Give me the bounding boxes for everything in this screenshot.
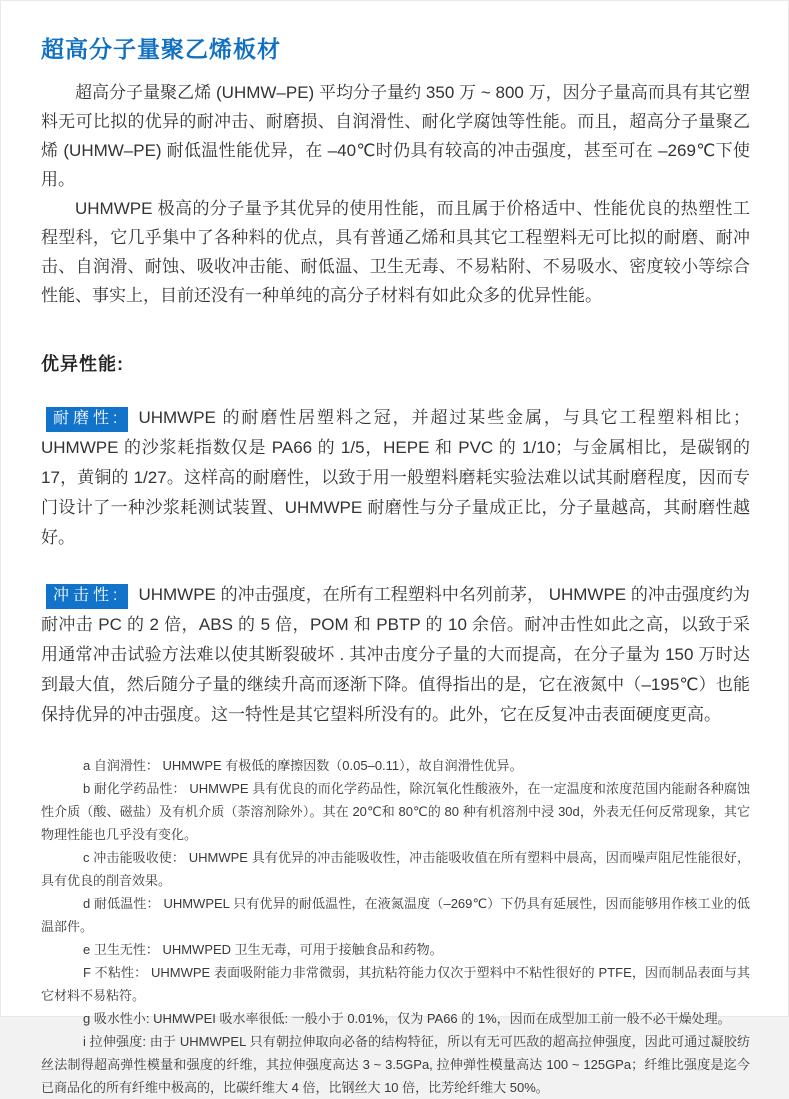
property-notes-list (41, 754, 750, 1099)
note-water-absorption: g 吸水性小: UHMWPEI 吸水率很低: 一般小于 0.01%，仅为 PA66 的 1%，因而在成型加工前一般不必干燥处理。 (83, 1011, 731, 1026)
note-non-toxic: e 卫生无性： UHMWPED 卫生无毒，可用于接触食品和药物。 (83, 942, 443, 957)
impact-resistance-text: UHMWPE 的冲击强度，在所有工程塑料中名列前茅， UHMWPE 的冲击强度约为耐冲击 PC 的 2 倍，ABS 的 5 倍，POM 和 PBTP 的 10 余倍。耐冲击性如此之高，以致于采用通常冲击试验方法难以使其断裂破坏 . 其冲击度分子量的大而提高，在分子量为 150 万时达到最大值，然后随分子量的继续升高而逐渐下降。值得指出的是，它在液氮中（–195℃）也能保持优异的冲击强度。这一特性是其它望料所没有的。此外，它在反复冲击表面硬度更高。 (41, 585, 750, 724)
impact-resistance-label: 冲击性: (46, 584, 128, 609)
note-chemical-resistance: b 耐化学药品性： UHMWPE 具有优良的而化学药品性，除沉氧化性酸液外，在一定温度和浓度范国内能耐各种腐蚀性介质（酸、磁盐）及有机介质（荼溶剂除外）。其在 20℃和 80℃的 80 种有机溶剂中浸 30d，外表无任何反常现象，其它物理性能也几乎没有变化。 (41, 781, 750, 842)
note-non-stick: F 不粘性： UHMWPE 表面吸附能力非常微弱，其抗粘符能力仅次于塑料中不粘性很好的 PTFE，因而制品表面与其它材料不易粘符。 (41, 965, 750, 1003)
note-low-temperature: d 耐低温性： UHMWPEL 只有优异的耐低温性，在液氮温度（–269℃）下仍具有延展性，因而能够用作核工业的低温部件。 (41, 896, 750, 934)
section-heading-properties: 优异性能: (41, 354, 124, 374)
intro-paragraph-2: UHMWPE 极高的分子量予其优异的使用性能，而且属于价格适中、性能优良的热塑性工程型科，它几乎集中了各种料的优点，具有普通乙烯和具其它工程塑料无可比拟的耐磨、耐冲击、自润滑、耐蚀、吸收冲击能、耐低温、卫生无毒、不易粘附、不易吸水、密度较小等综合性能、事实上，目前还没有一种单纯的高分子材料有如此众多的优异性能。 (41, 199, 750, 305)
feature-abrasion-resistance (41, 403, 750, 553)
note-self-lubrication: a 自润滑性： UHMWPE 有极低的摩擦因数（0.05–0.11），故自润滑性优异。 (83, 758, 523, 773)
note-impact-absorption: c 冲击能吸收使： UHMWPE 具有优异的冲击能吸收性，冲击能吸收值在所有塑料中晨高，因而噪声阻尼性能很好，具有优良的削音效果。 (41, 850, 750, 888)
page-title: 超高分子量聚乙烯板材 (41, 36, 281, 62)
abrasion-resistance-label: 耐磨性: (46, 407, 128, 432)
intro-paragraph-1: 超高分子量聚乙烯 (UHMW–PE) 平均分子量约 350 万 ~ 800 万，因分子量高而具有其它塑料无可比拟的优异的耐冲击、耐磨损、自润滑性、耐化学腐蚀等性能。而且，超高分子量聚乙烯 (UHMW–PE) 耐低温性能优异，在 –40℃时仍具有较高的冲击强度，甚至可在 –269℃下使用。 (41, 83, 750, 189)
note-tensile-strength: i 拉伸强度: 由于 UHMWPEL 只有朝拉伸取向必备的结构特征，所以有无可匹敌的超高拉伸强度，因此可通过凝胶纺丝法制得超高弹性模量和强度的纤维，其拉伸强度高达 3 ~ 3.5GPa, 拉伸弹性模量高达 100 ~ 125GPa；纤维比强度是迄今已商品化的所有纤维中极高的，比碳纤维大 4 倍，比钢丝大 10 倍，比芳纶纤维大 50%。 (41, 1034, 750, 1095)
feature-impact-resistance (41, 580, 750, 730)
abrasion-resistance-text: UHMWPE 的耐磨性居塑料之冠，并超过某些金属，与具它工程塑料相比；UHMWPE 的沙浆耗指数仅是 PA66 的 1/5，HEPE 和 PVC 的 1/10；与金属相比，是碳钢的 17，黄铜的 1/27。这样高的耐磨性，以致于用一般塑料磨耗实验法难以试其耐磨程度，因而专门设计了一种沙浆耗测试装置、UHMWPE 耐磨性与分子量成正比，分子量越高，其耐磨性越好。 (41, 408, 750, 547)
